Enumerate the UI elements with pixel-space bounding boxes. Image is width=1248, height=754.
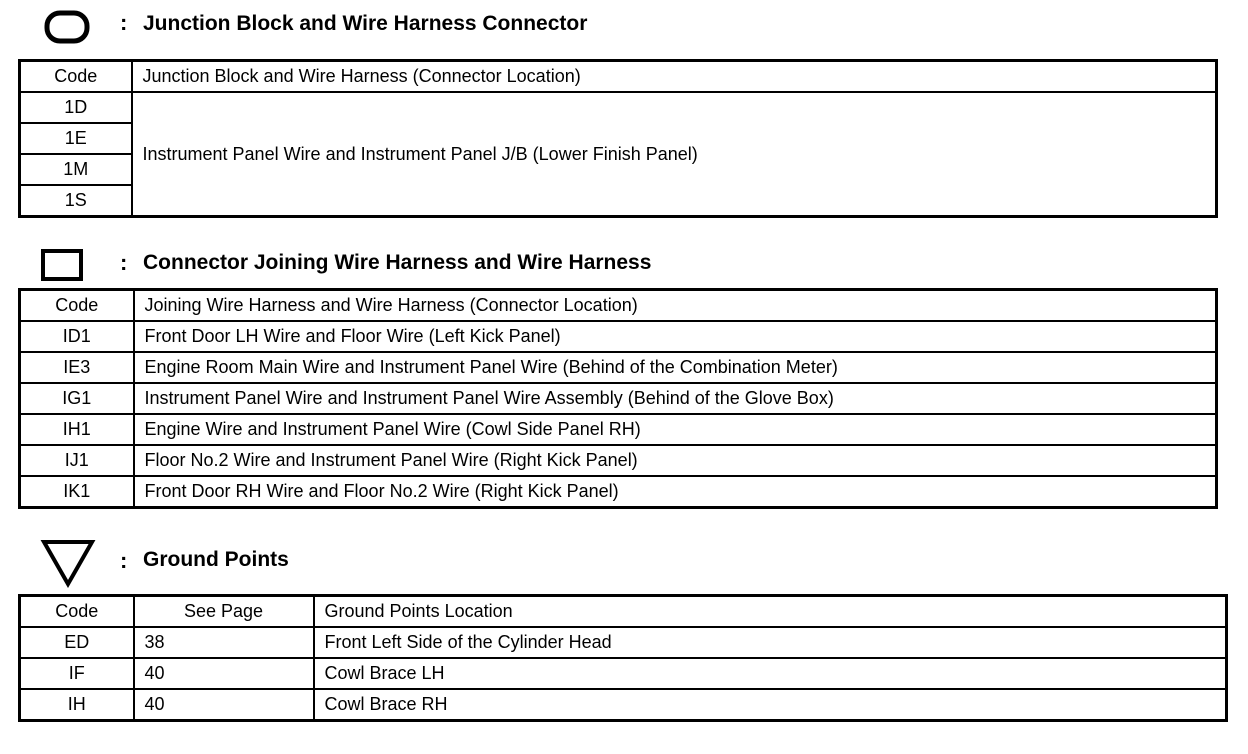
header-desc: Joining Wire Harness and Wire Harness (Connector Location): [134, 290, 1217, 322]
table-row: [20, 445, 1217, 476]
table-row: [20, 383, 1217, 414]
junction-colon: :: [120, 10, 128, 35]
desc-cell: Front Left Side of the Cylinder Head: [314, 627, 1227, 658]
header-code: Code: [20, 290, 134, 322]
code-cell: 1D: [20, 92, 132, 123]
table-row: [20, 92, 1217, 123]
desc-cell: Instrument Panel Wire and Instrument Panel Wire Assembly (Behind of the Glove Box): [134, 383, 1217, 414]
desc-cell: Engine Room Main Wire and Instrument Panel Wire (Behind of the Combination Meter): [134, 352, 1217, 383]
page-cell: 38: [134, 627, 314, 658]
code-cell: IE3: [20, 352, 134, 383]
table-row: [20, 352, 1217, 383]
junction-title: Junction Block and Wire Harness Connector: [143, 12, 588, 35]
desc-cell: Cowl Brace RH: [314, 689, 1227, 721]
code-cell: IF: [20, 658, 134, 689]
joining-title: Connector Joining Wire Harness and Wire Harness: [143, 251, 652, 274]
rectangle-icon: [40, 248, 86, 282]
rounded-rect-icon: [44, 10, 90, 44]
code-cell: ID1: [20, 321, 134, 352]
table-row: [20, 658, 1227, 689]
code-cell: IK1: [20, 476, 134, 508]
ground-title: Ground Points: [143, 548, 289, 571]
table-header-row: [20, 290, 1217, 322]
header-code: Code: [20, 61, 132, 93]
joining-colon: :: [120, 250, 128, 275]
table-row: [20, 414, 1217, 445]
page-cell: 40: [134, 689, 314, 721]
junction-table: [18, 59, 1218, 218]
table-row: [20, 689, 1227, 721]
code-cell: 1M: [20, 154, 132, 185]
header-desc: Junction Block and Wire Harness (Connector Location): [132, 61, 1217, 93]
table-row: [20, 321, 1217, 352]
desc-cell: Floor No.2 Wire and Instrument Panel Wire (Right Kick Panel): [134, 445, 1217, 476]
ground-section-header: [0, 536, 1248, 576]
header-page: See Page: [134, 596, 314, 628]
header-code: Code: [20, 596, 134, 628]
table-row: [20, 476, 1217, 508]
code-cell: IH1: [20, 414, 134, 445]
table-header-row: [20, 596, 1227, 628]
code-cell: 1S: [20, 185, 132, 217]
junction-section-header: [0, 4, 1248, 44]
desc-cell: Front Door RH Wire and Floor No.2 Wire (Right Kick Panel): [134, 476, 1217, 508]
header-desc: Ground Points Location: [314, 596, 1227, 628]
code-cell: 1E: [20, 123, 132, 154]
desc-cell: Front Door LH Wire and Floor Wire (Left Kick Panel): [134, 321, 1217, 352]
triangle-down-icon: [40, 538, 96, 588]
desc-cell: Cowl Brace LH: [314, 658, 1227, 689]
page-cell: 40: [134, 658, 314, 689]
code-cell: IJ1: [20, 445, 134, 476]
code-cell: ED: [20, 627, 134, 658]
joining-table: [18, 288, 1218, 509]
joining-section-header: [0, 242, 1248, 282]
code-cell: IH: [20, 689, 134, 721]
code-cell: IG1: [20, 383, 134, 414]
desc-cell: Engine Wire and Instrument Panel Wire (Cowl Side Panel RH): [134, 414, 1217, 445]
junction-description: Instrument Panel Wire and Instrument Panel J/B (Lower Finish Panel): [132, 92, 1217, 217]
ground-colon: :: [120, 548, 128, 573]
table-header-row: [20, 61, 1217, 93]
ground-table: [18, 594, 1228, 722]
table-row: [20, 627, 1227, 658]
